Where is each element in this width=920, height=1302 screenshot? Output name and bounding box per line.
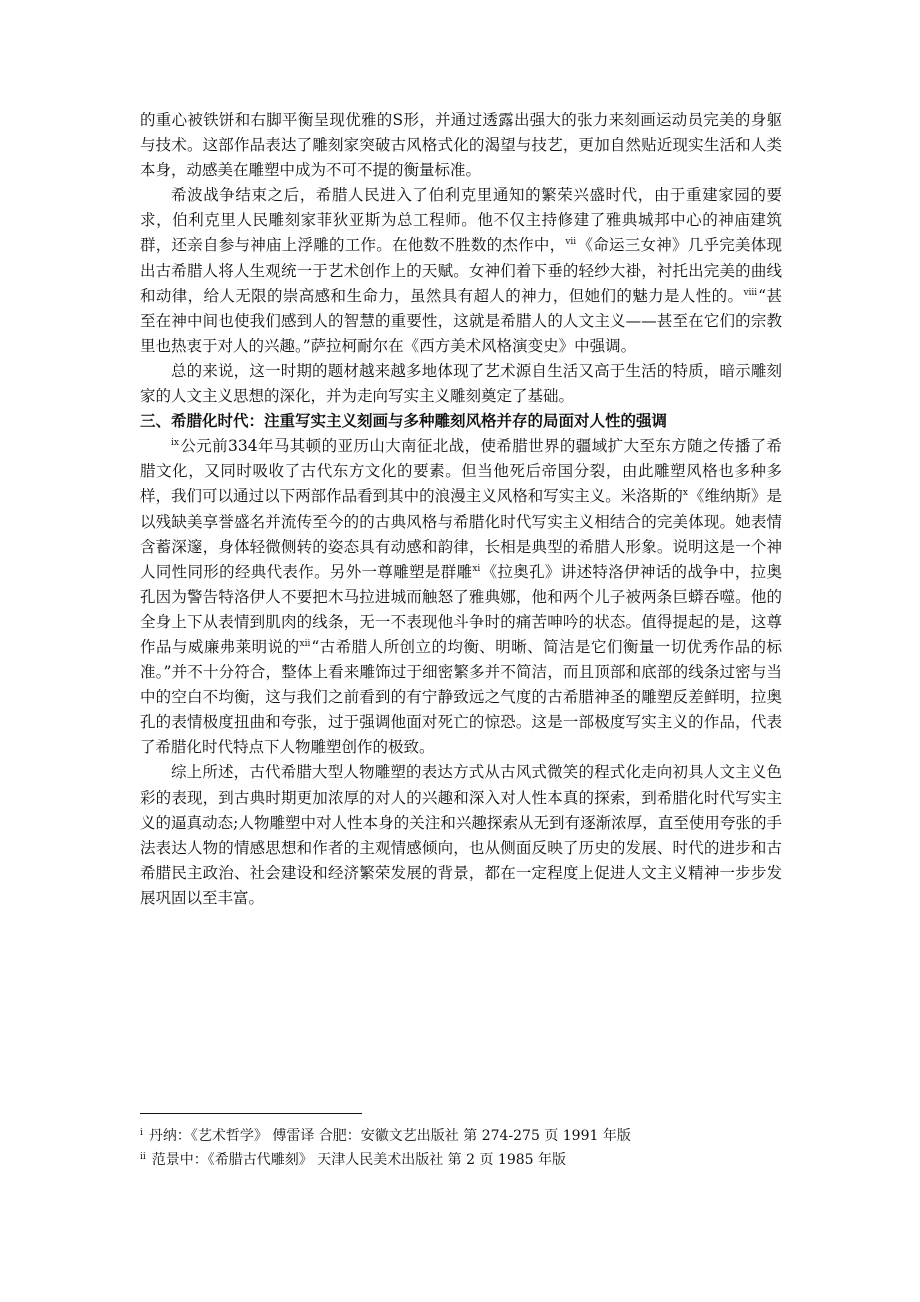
paragraph-3	[140, 359, 782, 409]
footnote-text: 丹纳：《艺术哲学》 傅雷译 合肥：安徽文艺出版社 第 274-275 页 1991 年版	[148, 1128, 631, 1144]
paragraph-1	[140, 108, 782, 183]
footnote-ref-viii[interactable]: viii	[743, 287, 758, 298]
footnote-text: 范景中：《希腊古代雕刻》 天津人民美术出版社 第 2 页 1985 年版	[151, 1152, 567, 1168]
footnote-item	[140, 1148, 780, 1172]
paragraph-1-text: 的重心被铁饼和右脚平衡呈现优雅的S形，并通过透露出强大的张力来刻画运动员完美的身躯与技术。这部作品表达了雕刻家突破古风格式化的渴望与技艺，更加自然贴近现实生活和人类本身，动感美在雕塑中成为不可不提的衡量标准。	[140, 111, 782, 180]
paragraph-4-text-b: 《维纳斯》是以残缺美享誉盛名并流传至今的的古典风格与希腊化时代写实主义相结合的完美体现。她表情含蓄深邃，身体轻微侧转的姿态具有动感和韵律，长相是典型的希腊人形象。说明这是一个神人同性同形的经典代表作。另外一尊雕塑是群雕	[140, 487, 782, 581]
paragraph-5-text: 综上所述，古代希腊大型人物雕塑的表达方式从古风式微笑的程式化走向初具人文主义色彩的表现，到古典时期更加浓厚的对人的兴趣和深入对人性本真的探索，到希腊化时代写实主义的逼真动态;人物雕塑中对人性本身的关注和兴趣探索从无到有逐渐浓厚，直至使用夸张的手法表达人物的情感思想和作者的主观情感倾向，也从侧面反映了历史的发展、时代的进步和古希腊民主政治、社会建设和经济繁荣发展的背景，都在一定程度上促进人文主义精神一步步发展巩固以至丰富。	[140, 763, 782, 907]
paragraph-2-text-b: 《命运三女神》几乎完美体现出古希腊人将人生观统一于艺术创作上的天赋。女神们着下垂的轻纱大褂，衬托出完美的曲线和动律，给人无限的崇高感和生命力，虽然具有超人的神力，但她们的魅力是人性的。	[140, 236, 782, 305]
paragraph-2-text-a: 希波战争结束之后，希腊人民进入了伯利克里通知的繁荣兴盛时代，由于重建家园的要求，伯利克里人民雕刻家菲狄亚斯为总工程师。他不仅主持修建了雅典城邦中心的神庙建筑群，还亲自参与神庙上浮雕的工作。在他数不胜数的杰作中，	[140, 186, 782, 255]
paragraph-4-text-d: “古希腊人所创立的均衡、明晰、简洁是它们衡量一切优秀作品的标准。”并不十分符合，整体上看来雕饰过于细密繁多并不简洁，而且顶部和底部的线条过密与当中的空白不均衡，这与我们之前看到的有宁静致远之气度的古希腊神圣的雕塑反差鲜明，拉奥孔的表情极度扭曲和夸张，过于强调他面对死亡的惊恐。这是一部极度写实主义的作品，代表了希腊化时代特点下人物雕塑创作的极致。	[140, 637, 782, 757]
footnote-marker: ii	[140, 1152, 146, 1162]
footnote-ref-xii[interactable]: xii	[299, 638, 311, 649]
paragraph-4	[140, 434, 782, 760]
footnote-ref-xi[interactable]: xi	[472, 563, 481, 574]
footnote-marker: i	[140, 1128, 143, 1138]
section-heading: 三、希腊化时代：注重写实主义刻画与多种雕刻风格并存的局面对人性的强调	[140, 412, 668, 431]
footnote-ref-ix[interactable]: ix	[171, 438, 179, 449]
paragraph-3-text: 总的来说，这一时期的题材越来越多地体现了艺术源自生活又高于生活的特质，暗示雕刻家的人文主义思想的深化，并为走向写实主义雕刻奠定了基础。	[140, 361, 782, 406]
paragraph-4-text-a: 公元前334年马其顿的亚历山大南征北战，使希腊世界的疆域扩大至东方随之传播了希腊文化，又同时吸收了古代东方文化的要素。但当他死后帝国分裂，由此雕塑风格也多种多样，我们可以通过以下两部作品看到其中的浪漫主义风格和写实主义。米洛斯的	[140, 437, 782, 506]
paragraph-2-text-c: “甚至在神中间也使我们感到人的智慧的重要性，这就是希腊人的人文主义——甚至在它们的宗教里也热衷于对人的兴趣。”萨拉柯耐尔在《西方美术风格演变史》中强调。	[140, 286, 782, 355]
footnotes	[140, 1124, 780, 1172]
paragraph-5	[140, 760, 782, 911]
footnote-ref-vii[interactable]: vii	[565, 237, 577, 248]
footnote-separator	[140, 1113, 362, 1114]
footnote-item	[140, 1124, 780, 1148]
footnote-ref-x[interactable]: x	[682, 488, 688, 499]
paragraph-4-text-c: 《拉奥孔》讲述特洛伊神话的战争中，拉奥孔因为警告特洛伊人不要把木马拉进城而触怒了雅典娜，他和两个儿子被两条巨蟒吞噬。他的全身上下从表情到肌肉的线条，无一不表现他斗争时的痛苦呻吟的状态。值得提起的是，这尊作品与威廉弗莱明说的	[140, 562, 782, 656]
paragraph-2	[140, 183, 782, 359]
body-text	[140, 108, 782, 911]
